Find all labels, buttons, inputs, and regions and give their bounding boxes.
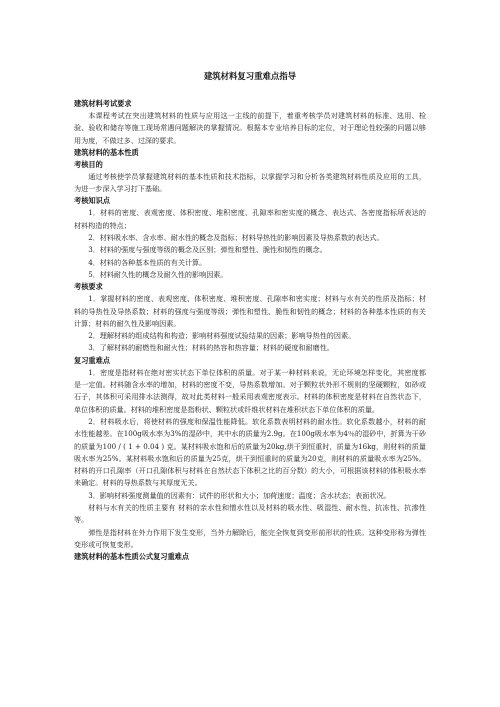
list-item: 1．密度是指材料在绝对密实状态下单位体积的质量。对于某一种材料来说，无论环境怎样变化，其密度都是一定值。材料随含水率的增加，材料的密度不变，导热系数增加。对于颗粒状外形不规则的坚硬颗粒，如砂或石子，其体积可采用排水法测得，故对此类材料一般采用表观密度表示。材料的体积密度是材料在自然状态下，单位体积的质量。材料的堆积密度是指粉状、颗粒状或纤维状材料在堆积状态下单位体积的质量。 bbox=[74, 367, 426, 414]
list-item: 4．材料的各种基本性质的有关计算。 bbox=[88, 257, 207, 267]
paragraph: 通过考核使学员掌握建筑材料的基本性质和技术指标，以掌握学习和分析各类建筑材料性质及应用的工具，为进一步深入学习打下基础。 bbox=[74, 171, 426, 194]
list-item: 1．材料的密度、表观密度、体积密度、堆积密度、孔隙率和密实度的概念、表达式、各密度指标所表达的材料构造的特点； bbox=[74, 208, 426, 230]
section-heading: 考核知识点 bbox=[74, 196, 110, 206]
list-item: 3．材料的强度与强度等级的概念及区别；弹性和塑性、脆性和韧性的概念。 bbox=[88, 245, 327, 255]
list-item: 3．影响材料强度测量值的因素有：试件的形状和大小；加荷速度；温度；含水状态；表面状况。 bbox=[88, 490, 391, 500]
section-heading: 建筑材料的基本性质 bbox=[74, 147, 139, 157]
paragraph: 材料与水有关的性质主要有 材料的亲水性和憎水性以及材料的吸水性、吸湿性、耐水性、抗冻性、抗渗性等。 bbox=[74, 503, 426, 525]
list-item: 2．材料吸水率、含水率、耐水性的概念及指标；材料导热性的影响因素及导热系数的表达式。 bbox=[88, 233, 384, 243]
section-heading: 考核要求 bbox=[74, 282, 103, 292]
document-title: 建筑材料复习重难点指导 bbox=[203, 71, 297, 81]
list-item: 1．掌握材料的密度、表观密度、体积密度、堆积密度、孔隙率和密实度；材料与水有关的性质及指标；材料的导热性及导热系数；材料的强度与强度等级；弹性和塑性、脆性和韧性的概念；材料的各种基本性质的有关计算；材料的耐久性及影响因素。 bbox=[74, 294, 426, 328]
list-item: 2．理解材料的组成结构和构造；影响材料强度试验结果的因素；影响导热性的因素。 bbox=[88, 331, 356, 341]
list-item: 3．了解材料的耐燃性和耐火性；材料的热容和热容量；材料的硬度和耐磨性。 bbox=[88, 343, 334, 353]
paragraph: 弹性是指材料在外力作用下发生变形，当外力解除后，能完全恢复到变形前形状的性质。这种变形称为弹性变形或可恢复变形。 bbox=[74, 527, 426, 549]
section-heading: 复习重难点 bbox=[74, 355, 110, 365]
list-item: 2．材料吸水后，将使材料的强度和保温性能降低。软化系数表明材料的耐水性。软化系数越小，材料的耐水性能越差。在100g吸水率为3%的湿砂中，其中水的质量为2.9g。在100g吸水率为4％的湿砂中，折算为干砂的质量为100 / ( 1 + 0.04 ) 克。某材料吸水饱和后的质量为20kg,烘干到恒重时，质量为16kg，则材料的质量吸水率为25%。某材料吸水饱和后的质量为25克，烘干到恒重时的质量为20克，则材料的质量吸水率为25%。材料的开口孔隙率（开口孔隙体积与材料在自然状态下体积之比的百分数）的大小，可根据该材料的体积吸水率来确定。材料的导热系数与其厚度无关。 bbox=[74, 416, 426, 488]
paragraph: 本课程考试在突出建筑材料的性质与应用这一主线的前提下，着重考核学员对建筑材料的标准、选用、检验、验收和储存等施工现场常遇问题解决的掌握情况。根据本专业培养目标的定位，对于理论性较强的问题以够用为度，不做过多、过深的要求。 bbox=[74, 111, 426, 145]
list-item: 5．材料耐久性的概念及耐久性的影响因素。 bbox=[88, 269, 228, 279]
section-heading: 建筑材料的基本性质公式复习重难点 bbox=[74, 552, 190, 562]
section-heading: 考核目的 bbox=[74, 159, 103, 169]
document-content bbox=[74, 70, 426, 563]
section-heading: 建筑材料考试要求 bbox=[74, 99, 132, 108]
